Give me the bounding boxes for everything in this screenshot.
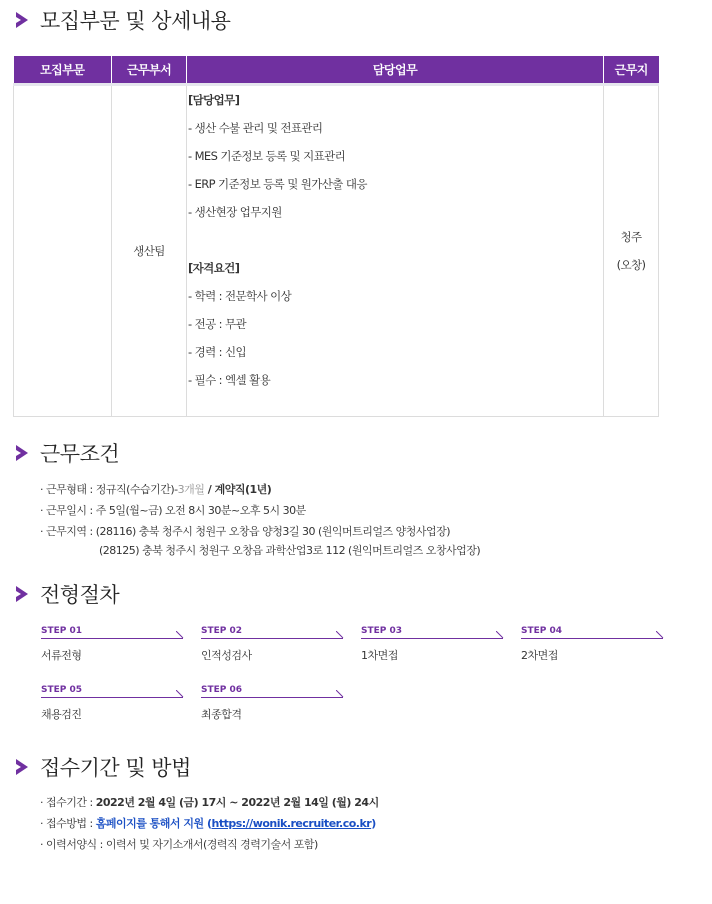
step-04: STEP 04 2차면접 — [521, 625, 663, 663]
table-header-row — [14, 56, 659, 84]
table-row — [14, 84, 659, 416]
duty-item: - 생산 수불 관리 및 전표관리 — [188, 120, 323, 135]
cell-location — [604, 84, 659, 416]
apply-period: · 접수기간 : 2022년 2월 4일 (금) 17시 ~ 2022년 2월 14일 (월) 24시 — [40, 796, 379, 809]
condition-area: · 근무지역 : (28116) 충북 청주시 청원구 오창읍 양청3길 30 (원익머트리얼즈 양청사업장) — [40, 525, 451, 538]
step-03: STEP 03 1차면접 — [361, 625, 503, 663]
duty-item: - 생산현장 업무지원 — [188, 204, 282, 219]
arrow-icon — [336, 631, 344, 639]
apply-method: · 접수방법 : 홈페이지를 통해서 지원 (https://wonik.recruiter.co.kr) — [40, 817, 376, 830]
section-title-text: 근무조건 — [40, 442, 120, 466]
section-title-process — [14, 579, 119, 609]
duty-item: - ERP 기준정보 등록 및 원가산출 대응 — [188, 176, 367, 191]
requirement-item: - 전공 : 무관 — [188, 316, 247, 331]
duties-title: [담당업무] — [188, 92, 240, 107]
arrow-icon — [176, 631, 184, 639]
section-title-conditions — [14, 438, 119, 468]
section-title-text: 모집부문 및 상세내용 — [40, 9, 231, 33]
step-06: STEP 06 최종합격 — [201, 684, 343, 722]
cell-category — [14, 84, 112, 416]
location-city: 청주 — [620, 229, 642, 244]
requirement-item: - 경력 : 신입 — [188, 344, 247, 359]
cell-department: 생산팀 — [112, 84, 187, 416]
header-duties: 담당업무 — [187, 56, 604, 84]
section-title-text: 접수기간 및 방법 — [40, 756, 191, 780]
arrow-icon — [176, 690, 184, 698]
step-01: STEP 01 서류전형 — [41, 625, 183, 663]
condition-work-type: · 근무형태 : 정규직(수습기간)-3개월 / 계약직(1년) — [40, 483, 272, 496]
chevron-right-icon — [14, 10, 32, 30]
chevron-right-icon — [14, 584, 32, 604]
apply-link[interactable]: https://wonik.recruiter.co.kr — [211, 817, 372, 830]
chevron-right-icon — [14, 757, 32, 777]
duty-item: - MES 기준정보 등록 및 지표관리 — [188, 148, 346, 163]
section-title-text: 전형절차 — [40, 583, 120, 607]
section-title-apply — [14, 752, 191, 782]
step-05: STEP 05 채용검진 — [41, 684, 183, 722]
header-category: 모집부문 — [14, 56, 112, 84]
arrow-icon — [656, 631, 664, 639]
step-02: STEP 02 인적성검사 — [201, 625, 343, 663]
condition-hours: · 근무일시 : 주 5일(월~금) 오전 8시 30분~오후 5시 30분 — [40, 504, 306, 517]
condition-area-2: (28125) 충북 청주시 청원구 오창읍 과학산업3로 112 (원익머트리얼즈 오창사업장) — [99, 544, 481, 557]
recruit-table — [13, 56, 659, 417]
arrow-icon — [336, 690, 344, 698]
header-department: 근무부서 — [112, 56, 187, 84]
chevron-right-icon — [14, 443, 32, 463]
section-title-recruit — [14, 5, 230, 35]
requirement-item: - 필수 : 엑셀 활용 — [188, 372, 271, 387]
cell-duties — [187, 84, 604, 416]
requirements-title: [자격요건] — [188, 260, 240, 275]
header-location: 근무지 — [604, 56, 659, 84]
arrow-icon — [496, 631, 504, 639]
location-district: (오창) — [616, 257, 646, 272]
apply-resume: · 이력서양식 : 이력서 및 자기소개서(경력직 경력기술서 포함) — [40, 838, 318, 851]
requirement-item: - 학력 : 전문학사 이상 — [188, 288, 292, 303]
